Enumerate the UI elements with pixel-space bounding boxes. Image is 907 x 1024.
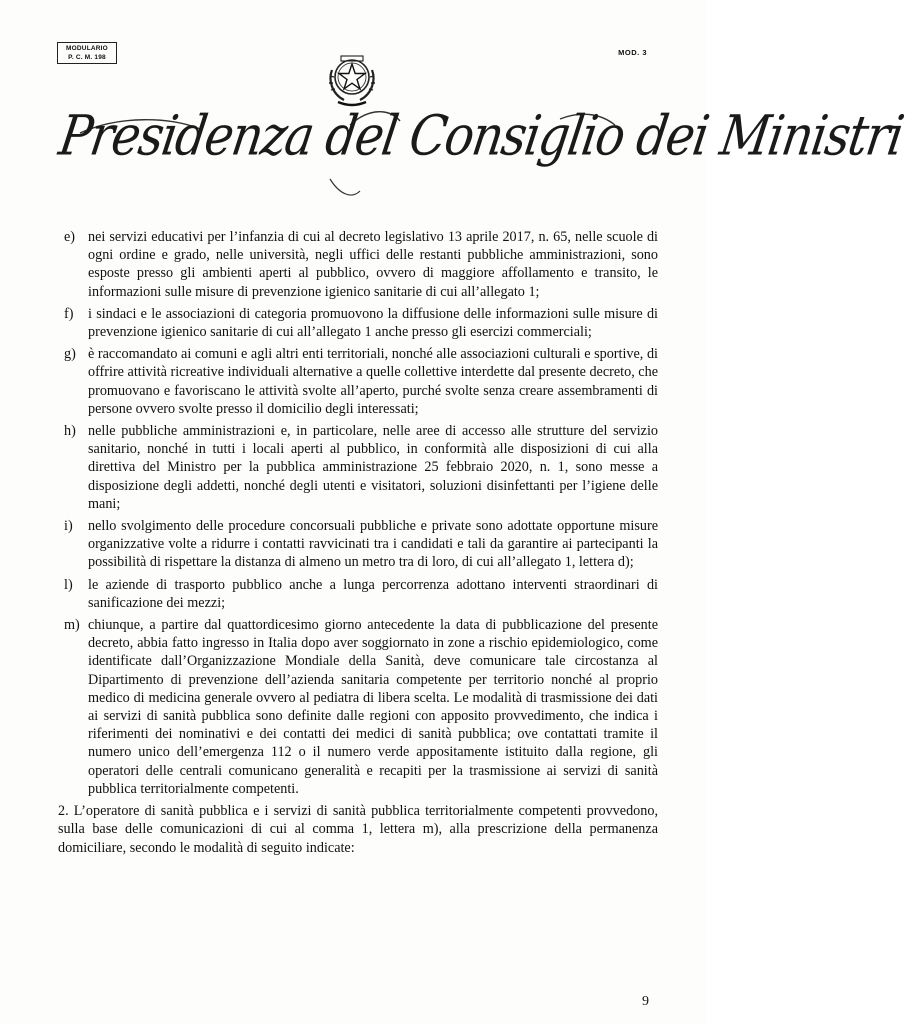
list-item-m bbox=[58, 616, 658, 798]
modulario-line-2: P. C. M. 198 bbox=[68, 54, 106, 61]
list-item-f bbox=[58, 305, 658, 341]
modulario-line-1: MODULARIO bbox=[66, 45, 108, 52]
list-item-text: nelle pubbliche amministrazioni e, in particolare, nelle aree di accesso alle strutture del servizio sanitario, nonché in tutti i locali aperti al pubblico, in conformità alle disposizioni di cui alla direttiva del Ministro per la pubblica amministrazione 25 febbraio 2020, n. 1, sono messe a disposizione degli addetti, nonché degli utenti e visitatori, soluzioni disinfettanti per l’igiene delle mani; bbox=[88, 423, 658, 512]
list-item-letter: f) bbox=[64, 305, 74, 322]
list-item-letter: l) bbox=[64, 576, 73, 593]
list-item-text: le aziende di trasporto pubblico anche a lunga percorrenza adottano interventi straordinari di sanificazione dei mezzi; bbox=[88, 576, 658, 611]
list-item-h bbox=[58, 422, 658, 513]
list-item-text: nei servizi educativi per l’infanzia di cui al decreto legislativo 13 aprile 2017, n. 65, nelle scuole di ogni ordine e grado, nelle università, negli uffici delle restanti pubbliche amministrazioni, sono esposte presso gli ambienti aperti al pubblico, ovvero di maggiore affollamento e transito, le informazioni sulle misure di prevenzione igienico sanitarie di cui all’allegato 1; bbox=[88, 229, 658, 300]
list-item-text: è raccomandato ai comuni e agli altri enti territoriali, nonché alle associazioni culturali e sportive, di offrire attività ricreative individuali alternative a quelle collettive interdette dal presente decreto, che promuovano e favoriscano le attività svolte all’aperto, purché svolte senza creare assembramenti di persone ovvero svolte presso il domicilio degli interessati; bbox=[88, 346, 658, 417]
list-item-letter: i) bbox=[64, 518, 73, 535]
list-item-text: i sindaci e le associazioni di categoria promuovono la diffusione delle informazioni sulle misure di prevenzione igienico sanitarie di cui all’allegato 1 anche presso gli esercizi commerciali; bbox=[88, 305, 658, 341]
list-item-g bbox=[58, 345, 658, 418]
list-item-letter: g) bbox=[64, 346, 76, 363]
list-item-l bbox=[58, 576, 658, 612]
list-item-e bbox=[58, 228, 658, 301]
mod-number: MOD. 3 bbox=[618, 48, 647, 57]
list-item-letter: h) bbox=[64, 423, 76, 440]
list-item-text: nello svolgimento delle procedure concorsuali pubbliche e private sono adottate opportune misure organizzative volte a ridurre i contatti ravvicinati tra i candidati e tali da garantire ai partecipanti la possibilità di rispettare la distanza di almeno un metro tra di loro, di cui all’allegato 1, lettera d); bbox=[88, 518, 658, 571]
document-body bbox=[58, 228, 658, 857]
list-item-letter: e) bbox=[64, 229, 76, 245]
list-item-i bbox=[58, 517, 658, 572]
list-item-letter: m) bbox=[64, 617, 80, 634]
modulario-stamp bbox=[57, 42, 117, 64]
document-title: Presidenza del Consiglio dei Ministri bbox=[55, 103, 907, 169]
list-item-text: chiunque, a partire dal quattordicesimo giorno antecedente la data di pubblicazione del presente decreto, abbia fatto ingresso in Italia dopo aver soggiornato in zone a rischio epidemiologico, come identificate dall’Organizzazione Mondiale della Sanità, deve comunicare tale circostanza al Dipartimento di prevenzione dell’azienda sanitaria competente per territorio nonché al proprio medico di medicina generale ovvero al pediatra di libera scelta. Le modalità di trasmissione dei dati ai servizi di sanità pubblica sono definite dalle regioni con apposito provvedimento, che indica i riferimenti dei nominativi e dei contatti dei medici di sanità pubblica; ove contattati tramite il numero unico dell’emergenza 112 o il numero verde appositamente istituito dalla regione, gli operatori delle centrali comunicano generalità e recapiti per la trasmissione ai servizi di sanità pubblica territorialmente competenti. bbox=[88, 617, 658, 797]
paragraph-2: 2. L’operatore di sanità pubblica e i servizi di sanità pubblica territorialmente competenti provvedono, sulla base delle comunicazioni di cui al comma 1, lettera m), alla prescrizione della permanenza domiciliare, secondo le modalità di seguito indicate: bbox=[58, 803, 658, 856]
page-number: 9 bbox=[642, 994, 649, 1009]
